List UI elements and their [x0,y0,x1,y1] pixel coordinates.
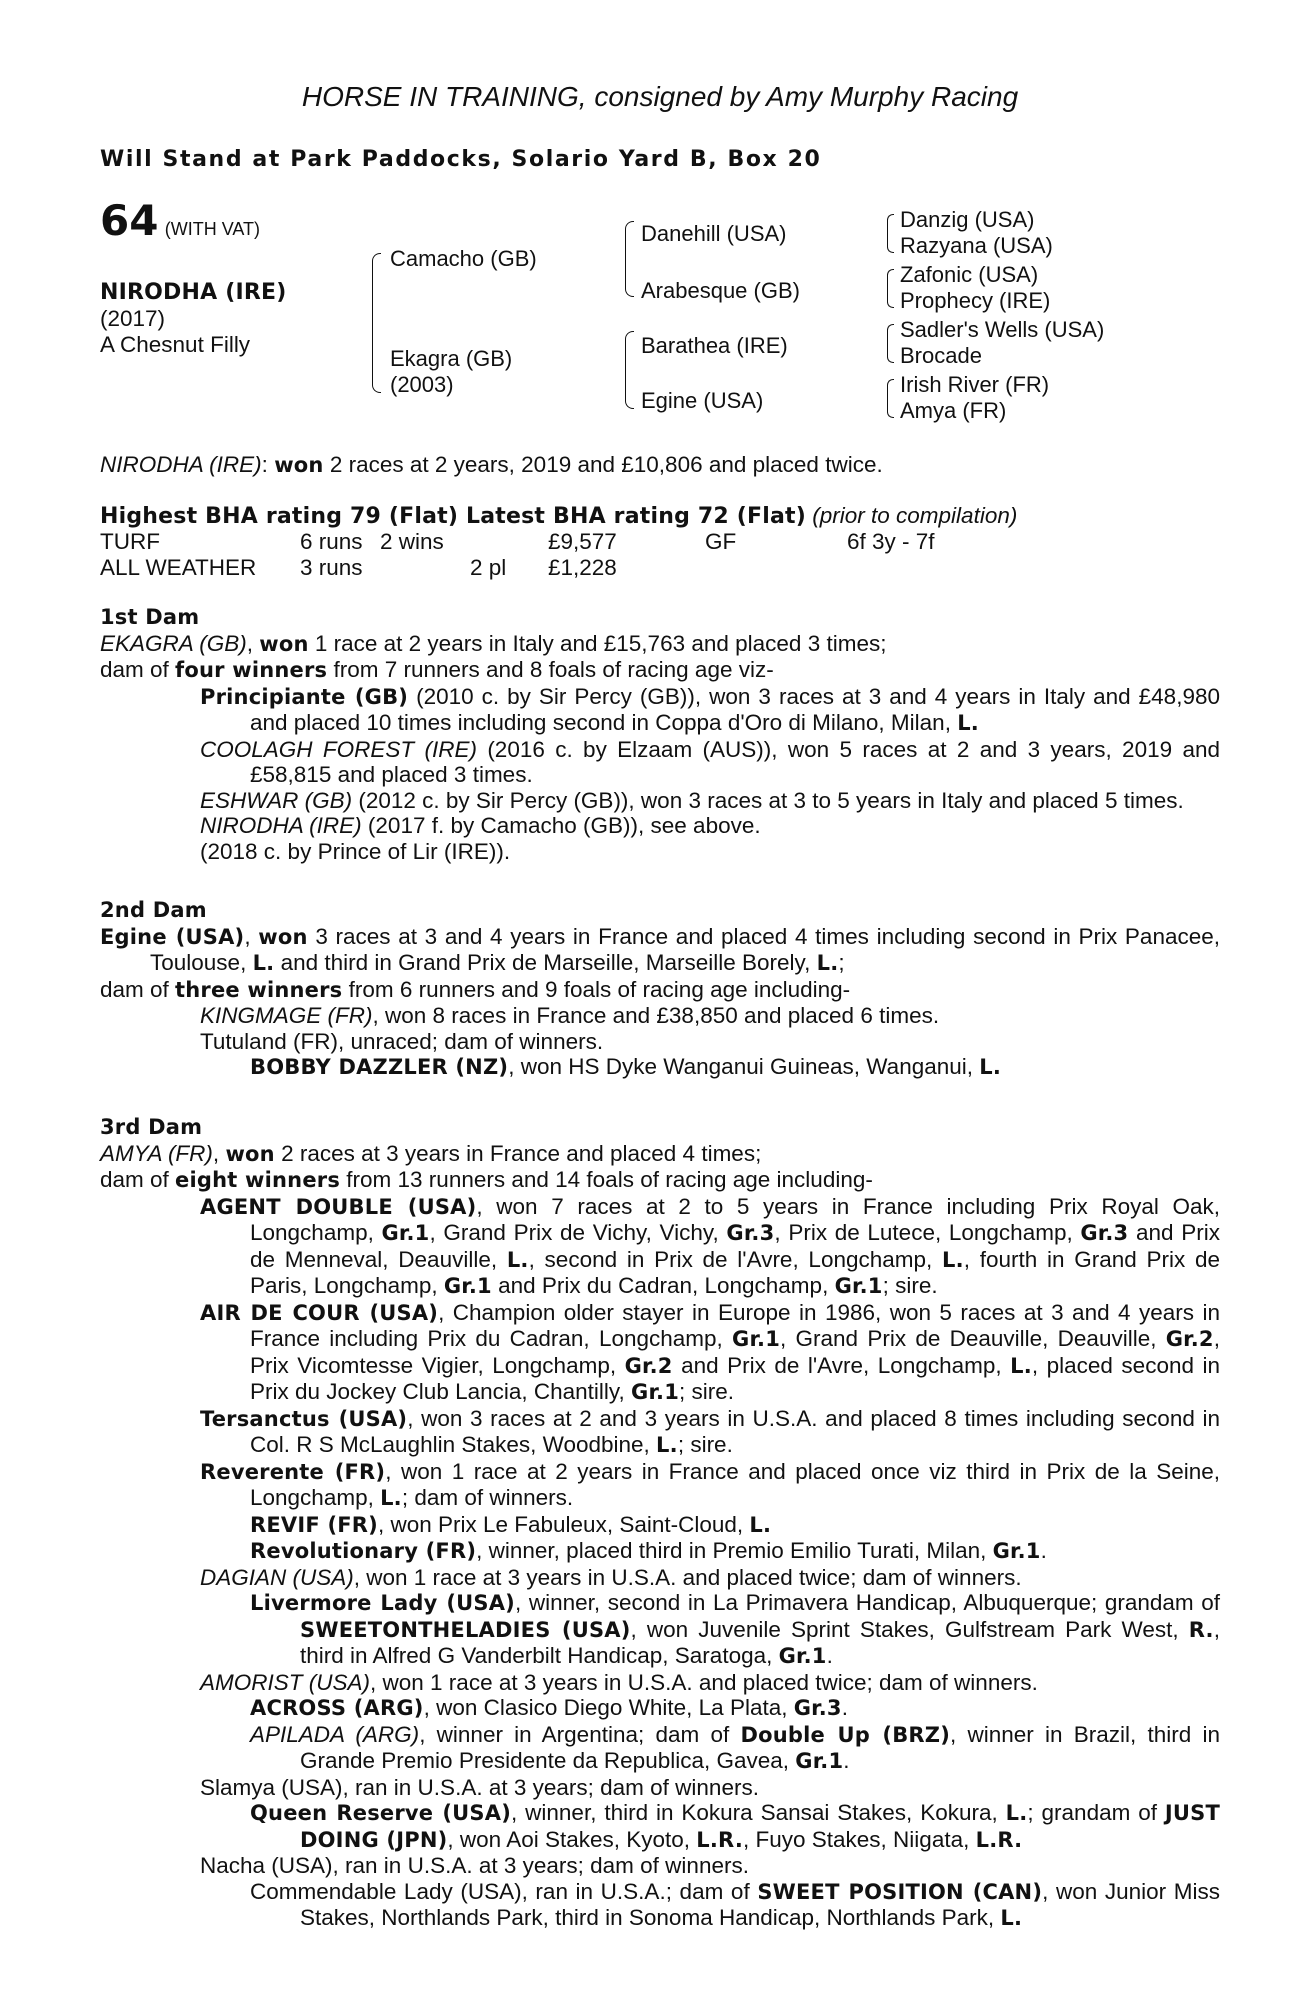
pedigree-sire: Camacho (GB) [390,246,537,271]
stand-location: Will Stand at Park Paddocks, Solario Yard B, Box 20 [100,147,822,172]
produce-entry: Queen Reserve (USA), winner, third in Kokura Sansai Stakes, Kokura, L.; grandam of JUST DOING (JPN), won Aoi Stakes, Kyoto, L.R., Fuyo Stakes, Niigata, L.R. [250,1800,1221,1852]
section-heading: 3rd Dam [100,1115,203,1139]
pedigree-g7: Irish River (FR) [900,372,1050,397]
produce-entry: Commendable Lady (USA), ran in U.S.A.; dam of SWEET POSITION (CAN), won Junior Miss Stakes, Northlands Park, third in Sonoma Handicap, Northlands Park, L. [250,1878,1221,1930]
form-going: GF [705,529,737,554]
dam-produce-line: dam of three winners from 6 runners and 9 foals of racing age including- [100,976,851,1002]
bha-ratings: Highest BHA rating 79 (Flat) Latest BHA rating 72 (Flat) (prior to compilation) [100,503,1018,529]
produce-entry: APILADA (ARG), winner in Argentina; dam of Double Up (BRZ), winner in Brazil, third in Grande Premio Presidente da Republica, Gavea, Gr.1. [250,1721,1220,1773]
produce-entry: AMORIST (USA), won 1 race at 3 years in U.S.A. and placed twice; dam of winners. [200,1669,1038,1695]
form-wins: 2 wins [380,529,444,554]
pedigree-g5: Sadler's Wells (USA) [900,317,1105,342]
form-prize: £1,228 [548,555,617,580]
form-prize: £9,577 [548,529,617,554]
section-heading: 2nd Dam [100,898,207,922]
section-heading: 1st Dam [100,605,200,629]
page-title: HORSE IN TRAINING, consigned by Amy Murphy Racing [301,81,1019,112]
produce-entry: AIR DE COUR (USA), Champion older stayer in Europe in 1986, won 5 races at 3 and 4 years in France including Prix du Cadran, Longchamp, Gr.1, Grand Prix de Deauville, Deauville, Gr.2, Prix Vicomtesse Vigier, Longchamp, Gr.2 and Prix de l'Avre, Longchamp, L., placed second in Prix du Jockey Club Lancia, Chantilly, Gr.1; sire. [200,1299,1221,1404]
pedigree-g1: Danzig (USA) [900,207,1035,232]
produce-entry: BOBBY DAZZLER (NZ), won HS Dyke Wanganui Guineas, Wanganui, L. [250,1054,1002,1079]
dam-produce-line: dam of eight winners from 13 runners and 14 foals of racing age including- [100,1167,873,1192]
form-distance: 6f 3y - 7f [847,529,935,554]
pedigree-brace-dam [625,331,634,409]
lot-number: 64 [100,196,159,245]
race-summary: NIRODHA (IRE): won 2 races at 2 years, 2019 and £10,806 and placed twice. [100,452,883,477]
produce-entry: NIRODHA (IRE) (2017 f. by Camacho (GB)), see above. [200,813,761,838]
produce-entry: ESHWAR (GB) (2012 c. by Sir Percy (GB)), won 3 races at 3 to 5 years in Italy and placed 5 times. [200,787,1184,813]
pedigree-dam-sire: Barathea (IRE) [641,333,788,358]
horse-name: NIRODHA (IRE) [100,280,287,305]
pedigree-g3: Zafonic (USA) [900,262,1039,287]
dam-line: AMYA (FR), won 2 races at 3 years in France and placed 4 times; [100,1140,762,1166]
pedigree-brace-sire [625,221,634,297]
pedigree-sire-sire: Danehill (USA) [641,221,787,246]
produce-entry: (2018 c. by Prince of Lir (IRE)). [200,838,511,864]
form-table [100,529,1220,581]
pedigree-brace-g3 [887,324,894,363]
produce-entry: Tersanctus (USA), won 3 races at 2 and 3 years in U.S.A. and placed 8 times including second in Col. R S McLaughlin Stakes, Woodbine, L.; sire. [200,1405,1221,1457]
second-dam-section [100,898,1220,1081]
pedigree-brace-g1 [887,214,894,253]
form-placed: 2 pl [470,555,507,580]
pedigree-dam-year: (2003) [390,372,454,397]
pedigree-g8: Amya (FR) [900,398,1007,423]
vat-label: (WITH VAT) [164,219,261,239]
third-dam-section [100,1115,1220,1932]
produce-entry: AGENT DOUBLE (USA), won 7 races at 2 to 5 years in France including Prix Royal Oak, Longchamp, Gr.1, Grand Prix de Vichy, Vichy, Gr.3, Prix de Lutece, Longchamp, Gr.3 and Prix de Menneval, Deauville, L., second in Prix de l'Avre, Longchamp, L., fourth in Grand Prix de Paris, Longchamp, Gr.1 and Prix du Cadran, Longchamp, Gr.1; sire. [200,1193,1221,1298]
pedigree-dam-dam: Egine (USA) [641,388,764,413]
produce-entry: Livermore Lady (USA), winner, second in La Primavera Handicap, Albuquerque; grandam of SWEETONTHELADIES (USA), won Juvenile Sprint Stakes, Gulfstream Park West, R., third in Alfred G Vanderbilt Handicap, Saratoga, Gr.1. [250,1590,1220,1668]
lot-number-block [100,196,261,245]
pedigree-g2: Razyana (USA) [900,233,1053,258]
pedigree-brace-g4 [887,379,894,418]
form-runs: 6 runs [300,529,363,554]
pedigree-brace-g2 [887,269,894,308]
pedigree-g4: Prophecy (IRE) [900,288,1051,313]
dam-line: Egine (USA), won 3 races at 3 and 4 years in France and placed 4 times including second in Prix Panacee, Toulouse, L. and third in Grand Prix de Marseille, Marseille Borely, L.; [100,923,1220,975]
pedigree-sire-dam: Arabesque (GB) [641,278,800,303]
produce-entry: ACROSS (ARG), won Clasico Diego White, La Plata, Gr.3. [250,1695,849,1720]
dam-produce-line: dam of four winners from 7 runners and 8 foals of racing age viz- [100,657,774,682]
produce-entry: Principiante (GB) (2010 c. by Sir Percy (GB)), won 3 races at 3 and 4 years in Italy and £48,980 and placed 10 times including second in Coppa d'Oro di Milano, Milan, L. [200,683,1220,735]
form-surface: TURF [100,529,160,554]
form-surface: ALL WEATHER [100,555,257,580]
produce-entry: COOLAGH FOREST (IRE) (2016 c. by Elzaam (AUS)), won 5 races at 2 and 3 years, 2019 and £58,815 and placed 3 times. [200,736,1220,787]
horse-description: A Chesnut Filly [100,332,251,357]
produce-entry: Nacha (USA), ran in U.S.A. at 3 years; dam of winners. [200,1853,749,1878]
produce-entry: Reverente (FR), won 1 race at 2 years in France and placed once viz third in Prix de la Seine, Longchamp, L.; dam of winners. [200,1458,1221,1510]
produce-entry: KINGMAGE (FR), won 8 races in France and £38,850 and placed 6 times. [200,1003,940,1028]
pedigree-dam: Ekagra (GB) [390,346,513,371]
pedigree-brace-main [372,253,381,393]
produce-entry: Slamya (USA), ran in U.S.A. at 3 years; dam of winners. [200,1774,759,1800]
dam-line: EKAGRA (GB), won 1 race at 2 years in Italy and £15,763 and placed 3 times; [100,630,887,656]
horse-year: (2017) [100,306,166,331]
pedigree-g6: Brocade [900,343,982,368]
produce-entry: DAGIAN (USA), won 1 race at 3 years in U.S.A. and placed twice; dam of winners. [200,1564,1022,1590]
produce-entry: REVIF (FR), won Prix Le Fabuleux, Saint-Cloud, L. [250,1511,772,1537]
produce-entry: Revolutionary (FR), winner, placed third in Premio Emilio Turati, Milan, Gr.1. [250,1538,1047,1563]
first-dam-section [100,605,1220,864]
produce-entry: Tutuland (FR), unraced; dam of winners. [200,1028,604,1054]
form-runs: 3 runs [300,555,363,580]
